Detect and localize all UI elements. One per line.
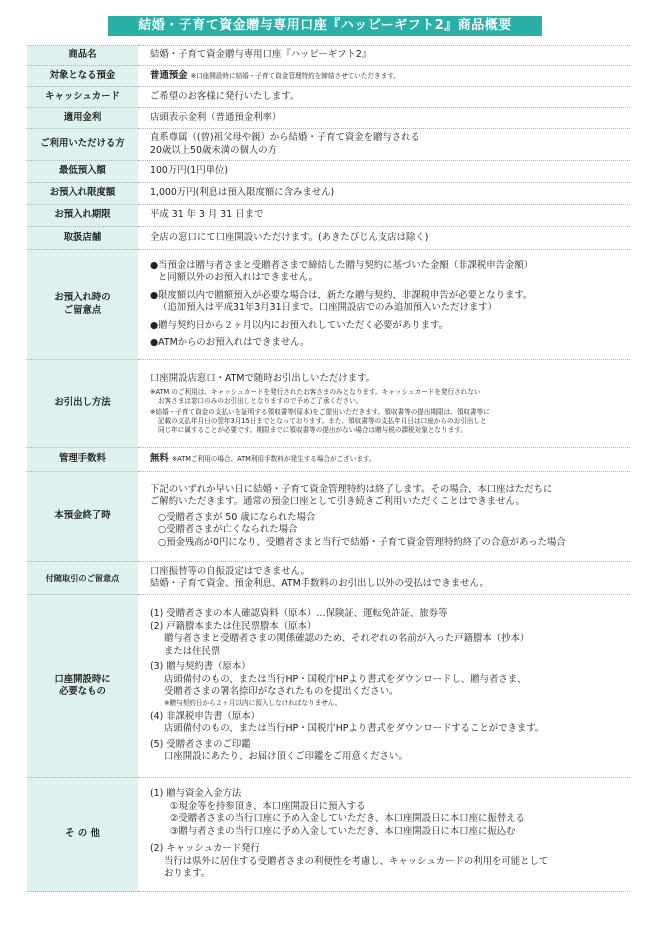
row-value [138,129,630,161]
row-product-name [27,46,630,66]
row-label: 商品名 [27,46,138,66]
row-value: 結婚・子育て資金贈与専用口座『ハッピーギフト2』 [138,46,630,66]
document-detail: 受贈者さまの署名捺印がなされたものを提出ください。 [164,686,399,698]
notes-bullet: ●贈与契約日から２ヶ月以内にお預入れしていただく必要があります。 [150,319,449,331]
row-cash-card [27,87,630,108]
notes-bullet: ●当預金は贈与者さまと受贈者さまで締結した贈与契約に基づいた金額（非課税申告金額） [150,259,534,271]
row-label: お引出し方法 [27,360,138,448]
termination-case: ○預金残高が0円になり、受贈者さまと当行で結婚・子育て資金管理特約終了の合意があった場合 [158,536,566,548]
other-detail: ②受贈者さまの当行口座に予め入金していただき、本口座開設日に本口座に振替える [170,813,525,825]
row-deposit-type [27,66,630,87]
withdrawal-main: 口座開設店窓口・ATMで随時お引出しいただけます。 [150,372,376,384]
document-detail: 店頭備付のもの、または当行HP・国税庁HPより書式をダウンロードし、贈与者さま、 [164,673,527,685]
title-banner [0,14,650,36]
row-label: キャッシュカード [27,87,138,108]
row-label: お預入れ限度額 [27,183,138,205]
row-value [138,778,630,892]
row-label: お預入れ期限 [27,205,138,227]
row-value [138,562,630,595]
row-label: 口座開設時に 必要なもの [27,595,138,778]
services-line: 口座振替等の自振設定はできません。 [150,565,310,577]
row-value [138,360,630,448]
document-detail: 贈与者さまと受贈者さまの関係確認のため、それぞれの名前が入った戸籍謄本（抄本） [164,633,530,645]
row-value: ご希望のお客様に発行いたします。 [138,87,630,108]
fee-value: 無料 [150,453,169,465]
notes-bullet-cont: （追加預入は平成31年3月31日まで。口座開設店でのみ追加預入いただけます） [158,302,498,313]
row-label: 適用金利 [27,108,138,129]
row-value: 平成 31 年 3 月 31 日まで [138,205,630,227]
row-eligible [27,129,630,161]
withdrawal-note: ※ATM のご利用は、キャッシュカードを発行されたお客さまのみとなります。キャッシュカードを発行されない [150,388,481,397]
eligible-line: 直系尊属（(曾)祖父母や親）から結婚・子育て資金を贈与される [150,132,420,143]
document-item: (1) 受贈者さまの本人確認資料（原本）…保険証、運転免許証、旅券等 [150,608,448,620]
termination-line: 下記のいずれか早い日に結婚・子育て資金管理特約は終了します。その場合、本口座はただちに [150,483,553,495]
other-item: (2) キャッシュカード発行 [150,843,260,855]
document-item: (2) 戸籍謄本または住民票謄本（原本） [150,620,317,632]
row-label: お預入れ時の ご留意点 [27,250,138,360]
row-label: 付随取引のご留意点 [27,562,138,595]
row-deposit-notes [27,250,630,360]
row-interest [27,108,630,129]
fee-note: ※ATMご利用の場合、ATM利用手数料が発生する場合がございます。 [171,455,376,464]
row-withdrawal [27,360,630,448]
row-value: 店頭表示金利（普通預金利率） [138,108,630,129]
row-value: 1,000万円(利息は預入限度額に含みません) [138,183,630,205]
document-detail: または住民票 [164,645,221,657]
withdrawal-note: ※結婚・子育て資金の支払いを証明する領収書等(原本)をご提出いただきます。領収書等の提出期限は、領収書等に [150,408,490,417]
page-title: 結婚・子育て資金贈与専用口座『ハッピーギフト2』商品概要 [108,16,542,36]
document-item: (4) 非課税申告書（原本） [150,710,261,722]
row-label: 最低預入額 [27,161,138,183]
document-item: (3) 贈与契約書（原本） [150,661,251,673]
other-detail: 当行は県外に居住する受贈者さまの利便性を考慮し、キャッシュカードの利用を可能として [164,855,549,867]
termination-case: ○受贈者さまが 50 歳になられた場合 [158,511,316,523]
notes-bullet: ●限度額以内で贈額預入が必要な場合は、新たな贈与契約、非課税申告が必要となります。 [150,289,533,301]
row-label: ご利用いただける方 [27,129,138,161]
row-value [138,250,630,360]
notes-bullet: ●ATMからのお預入れはできません。 [150,337,310,348]
row-value: 100万円(1円単位) [138,161,630,183]
row-fee [27,448,630,472]
withdrawal-note: お客さまは窓口のみのお引出しとなりますので予めご了承ください。 [158,396,363,405]
document-detail: 口座開設にあたり、お届け頂くご印鑑をご用意ください。 [164,751,408,763]
row-max-deposit [27,183,630,205]
row-deadline [27,205,630,227]
row-value [138,595,630,778]
row-label: そ の 他 [27,778,138,892]
termination-case: ○受贈者さまが亡くなられた場合 [158,524,298,536]
row-min-deposit [27,161,630,183]
other-detail: ③贈与者さまの当行口座に予め入金していただき、本口座開設日に本口座に振込む [170,825,516,837]
row-label: 本預金終了時 [27,472,138,562]
other-item: (1) 贈与資金入金方法 [150,788,242,800]
row-value [138,66,630,87]
other-detail: おります。 [164,868,211,880]
row-services [27,562,630,595]
termination-line: ご解約いただきます。通常の預金口座として引き続きご利用いただくことはできません。 [150,496,525,508]
withdrawal-note: 記載の支払年月日の翌年3月15日までとなっております。また、領収書等の支払年月日は口座からのお引出しと [158,417,487,426]
deposit-type-value: 普通預金 [150,69,188,81]
row-termination [27,472,630,562]
other-detail: ①現金等を持参頂き、本口座開設日に預入する [170,800,366,812]
document-item: (5) 受贈者さまのご印鑑 [150,738,251,750]
row-branches [27,227,630,250]
document-note: ※贈与契約日から２ヶ月以内に預入しなければなりません。 [164,698,342,707]
withdrawal-note: 同じ年に属することが必要です。期限までに領収書等の提出がない場合は贈与税の課税対象となります。 [158,425,467,434]
document-detail: 店頭備付のもの、または当行HP・国税庁HPより書式をダウンロードすることができます。 [164,723,545,735]
row-value [138,472,630,562]
row-label: 取扱店舗 [27,227,138,250]
row-other [27,778,630,892]
notes-bullet-cont: と同額以外のお預入れはできません。 [158,272,318,283]
deposit-type-note: ※口座開設時に結婚・子育て資金管理特約を締結させていただきます。 [190,71,400,80]
product-summary-table [27,45,630,892]
row-value [138,448,630,472]
row-label: 対象となる預金 [27,66,138,87]
row-documents [27,595,630,778]
row-label: 管理手数料 [27,448,138,472]
row-value: 全店の窓口にて口座開設いただけます。(あきたびじん支店は除く) [138,227,630,250]
eligible-line: 20歳以上50歳未満の個人の方 [150,144,277,156]
services-line: 結婚・子育て資金、預金利息、ATM手数料のお引出し以外の受払はできません。 [150,578,489,589]
